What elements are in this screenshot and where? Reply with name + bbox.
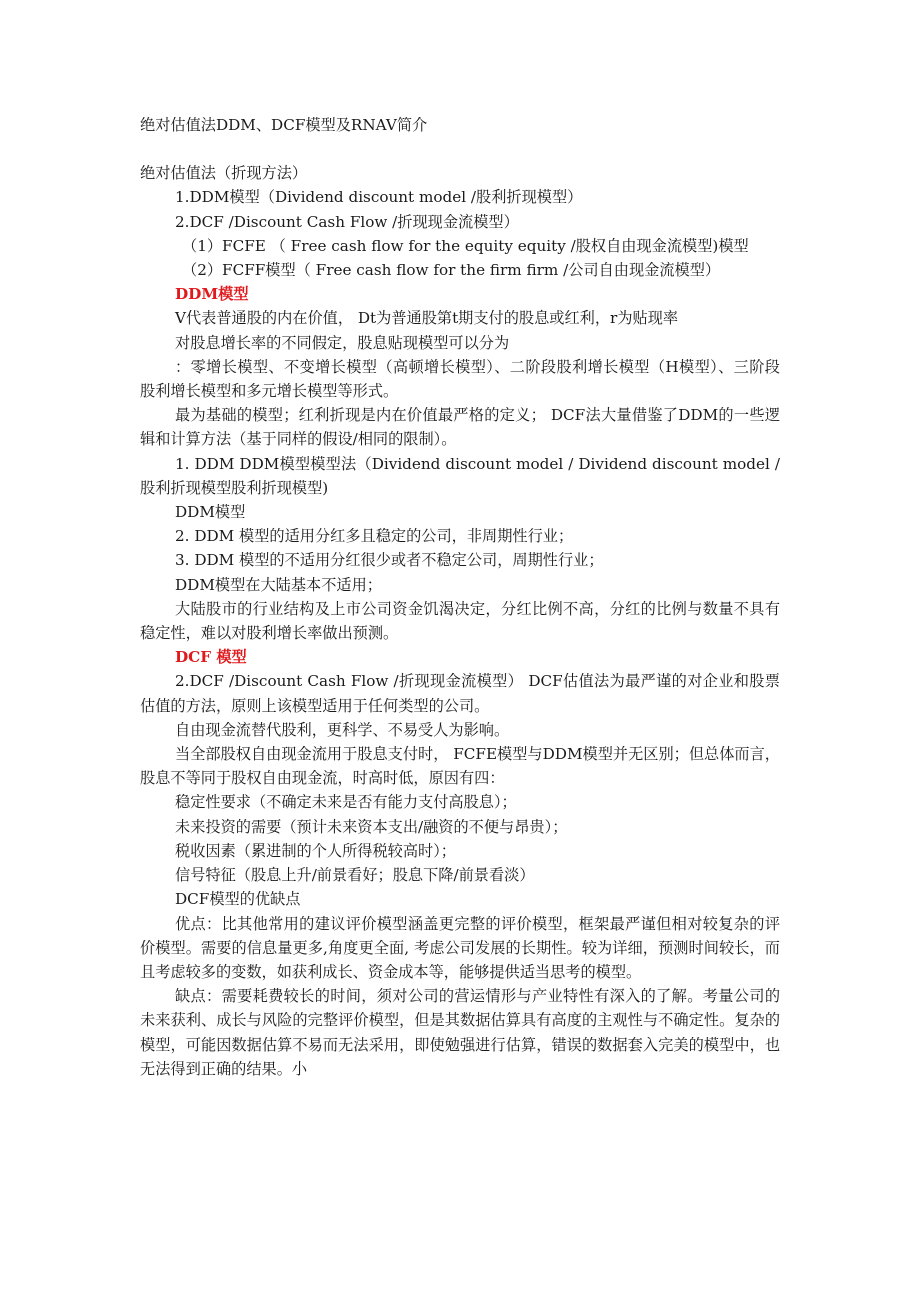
paragraph-ddm-basis: 最为基础的模型；红利折现是内在价值最严格的定义； DCF法大量借鉴了DDM的一些逻辑和计算方法（基于同样的假设/相同的限制）。 (140, 406, 780, 449)
paragraph-absolute-valuation: 绝对估值法（折现方法） (140, 164, 308, 183)
document-title: 绝对估值法DDM、DCF模型及RNAV简介 (140, 116, 428, 134)
paragraph-ddm-growth-assumption: 对股息增长率的不同假定，股息贴现模型可以分为 (175, 333, 510, 352)
paragraph-dcf-item: 2.DCF /Discount Cash Flow /折现现金流模型） (175, 212, 519, 231)
paragraph-fcfe-item: （1）FCFE （ Free cash flow for the equity equity /股权自由现金流模型)模型 (182, 236, 749, 255)
paragraph-ddm-definition: V代表普通股的内在价值， Dt为普通股第t期支付的股息或红利，r为贴现率 (175, 309, 679, 328)
section-heading-dcf: DCF 模型 (175, 648, 247, 667)
paragraph-dcf-definition: 2.DCF /Discount Cash Flow /折现现金流模型） DCF估值法为最严谨的对企业和股票估值的方法，原则上该模型适用于任何类型的公司。 (140, 672, 780, 715)
document-page (140, 113, 780, 1081)
paragraph-ddm-mainland-reason: 大陆股市的行业结构及上市公司资金饥渴决定，分红比例不高，分红的比例与数量不具有稳定性，难以对股利增长率做出预测。 (140, 599, 780, 643)
paragraph-reason-tax: 税收因素（累进制的个人所得税较高时）； (175, 841, 456, 860)
paragraph-ddm-mainland: DDM模型在大陆基本不适用； (175, 575, 382, 594)
section-heading-ddm: DDM模型 (175, 285, 249, 304)
paragraph-reason-investment: 未来投资的需要（预计未来资本支出/融资的不便与昂贵）； (175, 817, 568, 836)
paragraph-ddm-method: 1. DDM DDM模型模型法（Dividend discount model / Dividend discount model / 股利折现模型股利折现模型) (140, 454, 780, 497)
paragraph-dcf-fcf: 自由现金流替代股利，更科学、不易受人为影响。 (175, 720, 510, 739)
paragraph-reason-signal: 信号特征（股息上升/前景看好；股息下降/前景看淡） (175, 866, 535, 885)
paragraph-dcf-pros: 优点：比其他常用的建议评价模型涵盖更完整的评价模型，框架最严谨但相对较复杂的评价模型。需要的信息量更多,角度更全面, 考虑公司发展的长期性。较为详细，预测时间较长，而且考虑较多的变数，如获利成长、资金成本等，能够提供适当思考的模型。 (140, 914, 780, 981)
paragraph-ddm-applicable: 2. DDM 模型的适用分红多且稳定的公司，非周期性行业； (175, 527, 574, 546)
paragraph-dcf-fcfe-vs-ddm: 当全部股权自由现金流用于股息支付时， FCFE模型与DDM模型并无区别；但总体而言，股息不等同于股权自由现金流，时高时低，原因有四： (140, 745, 780, 788)
paragraph-ddm-label: DDM模型 (175, 503, 246, 522)
paragraph-dcf-pros-cons-title: DCF模型的优缺点 (175, 890, 301, 909)
paragraph-dcf-cons: 缺点：需要耗费较长的时间，须对公司的营运情形与产业特性有深入的了解。考量公司的未来获利、成长与风险的完整评价模型，但是其数据估算具有高度的主观性与不确定性。复杂的模型，可能因数据估算不易而无法采用，即使勉强进行估算，错误的数据套入完美的模型中，也无法得到正确的结果。小 (140, 987, 780, 1078)
paragraph-ddm-item: 1.DDM模型（Dividend discount model /股利折现模型） (175, 188, 583, 207)
paragraph-ddm-not-applicable: 3. DDM 模型的不适用分红很少或者不稳定公司，周期性行业； (175, 551, 604, 570)
paragraph-reason-stability: 稳定性要求（不确定未来是否有能力支付高股息）； (175, 793, 517, 812)
paragraph-ddm-model-types: ：零增长模型、不变增长模型（高顿增长模型）、二阶段股利增长模型（H模型）、三阶段股利增长模型和多元增长模型等形式。 (140, 357, 780, 401)
paragraph-fcff-item: （2）FCFF模型（ Free cash flow for the firm firm /公司自由现金流模型） (182, 261, 721, 280)
